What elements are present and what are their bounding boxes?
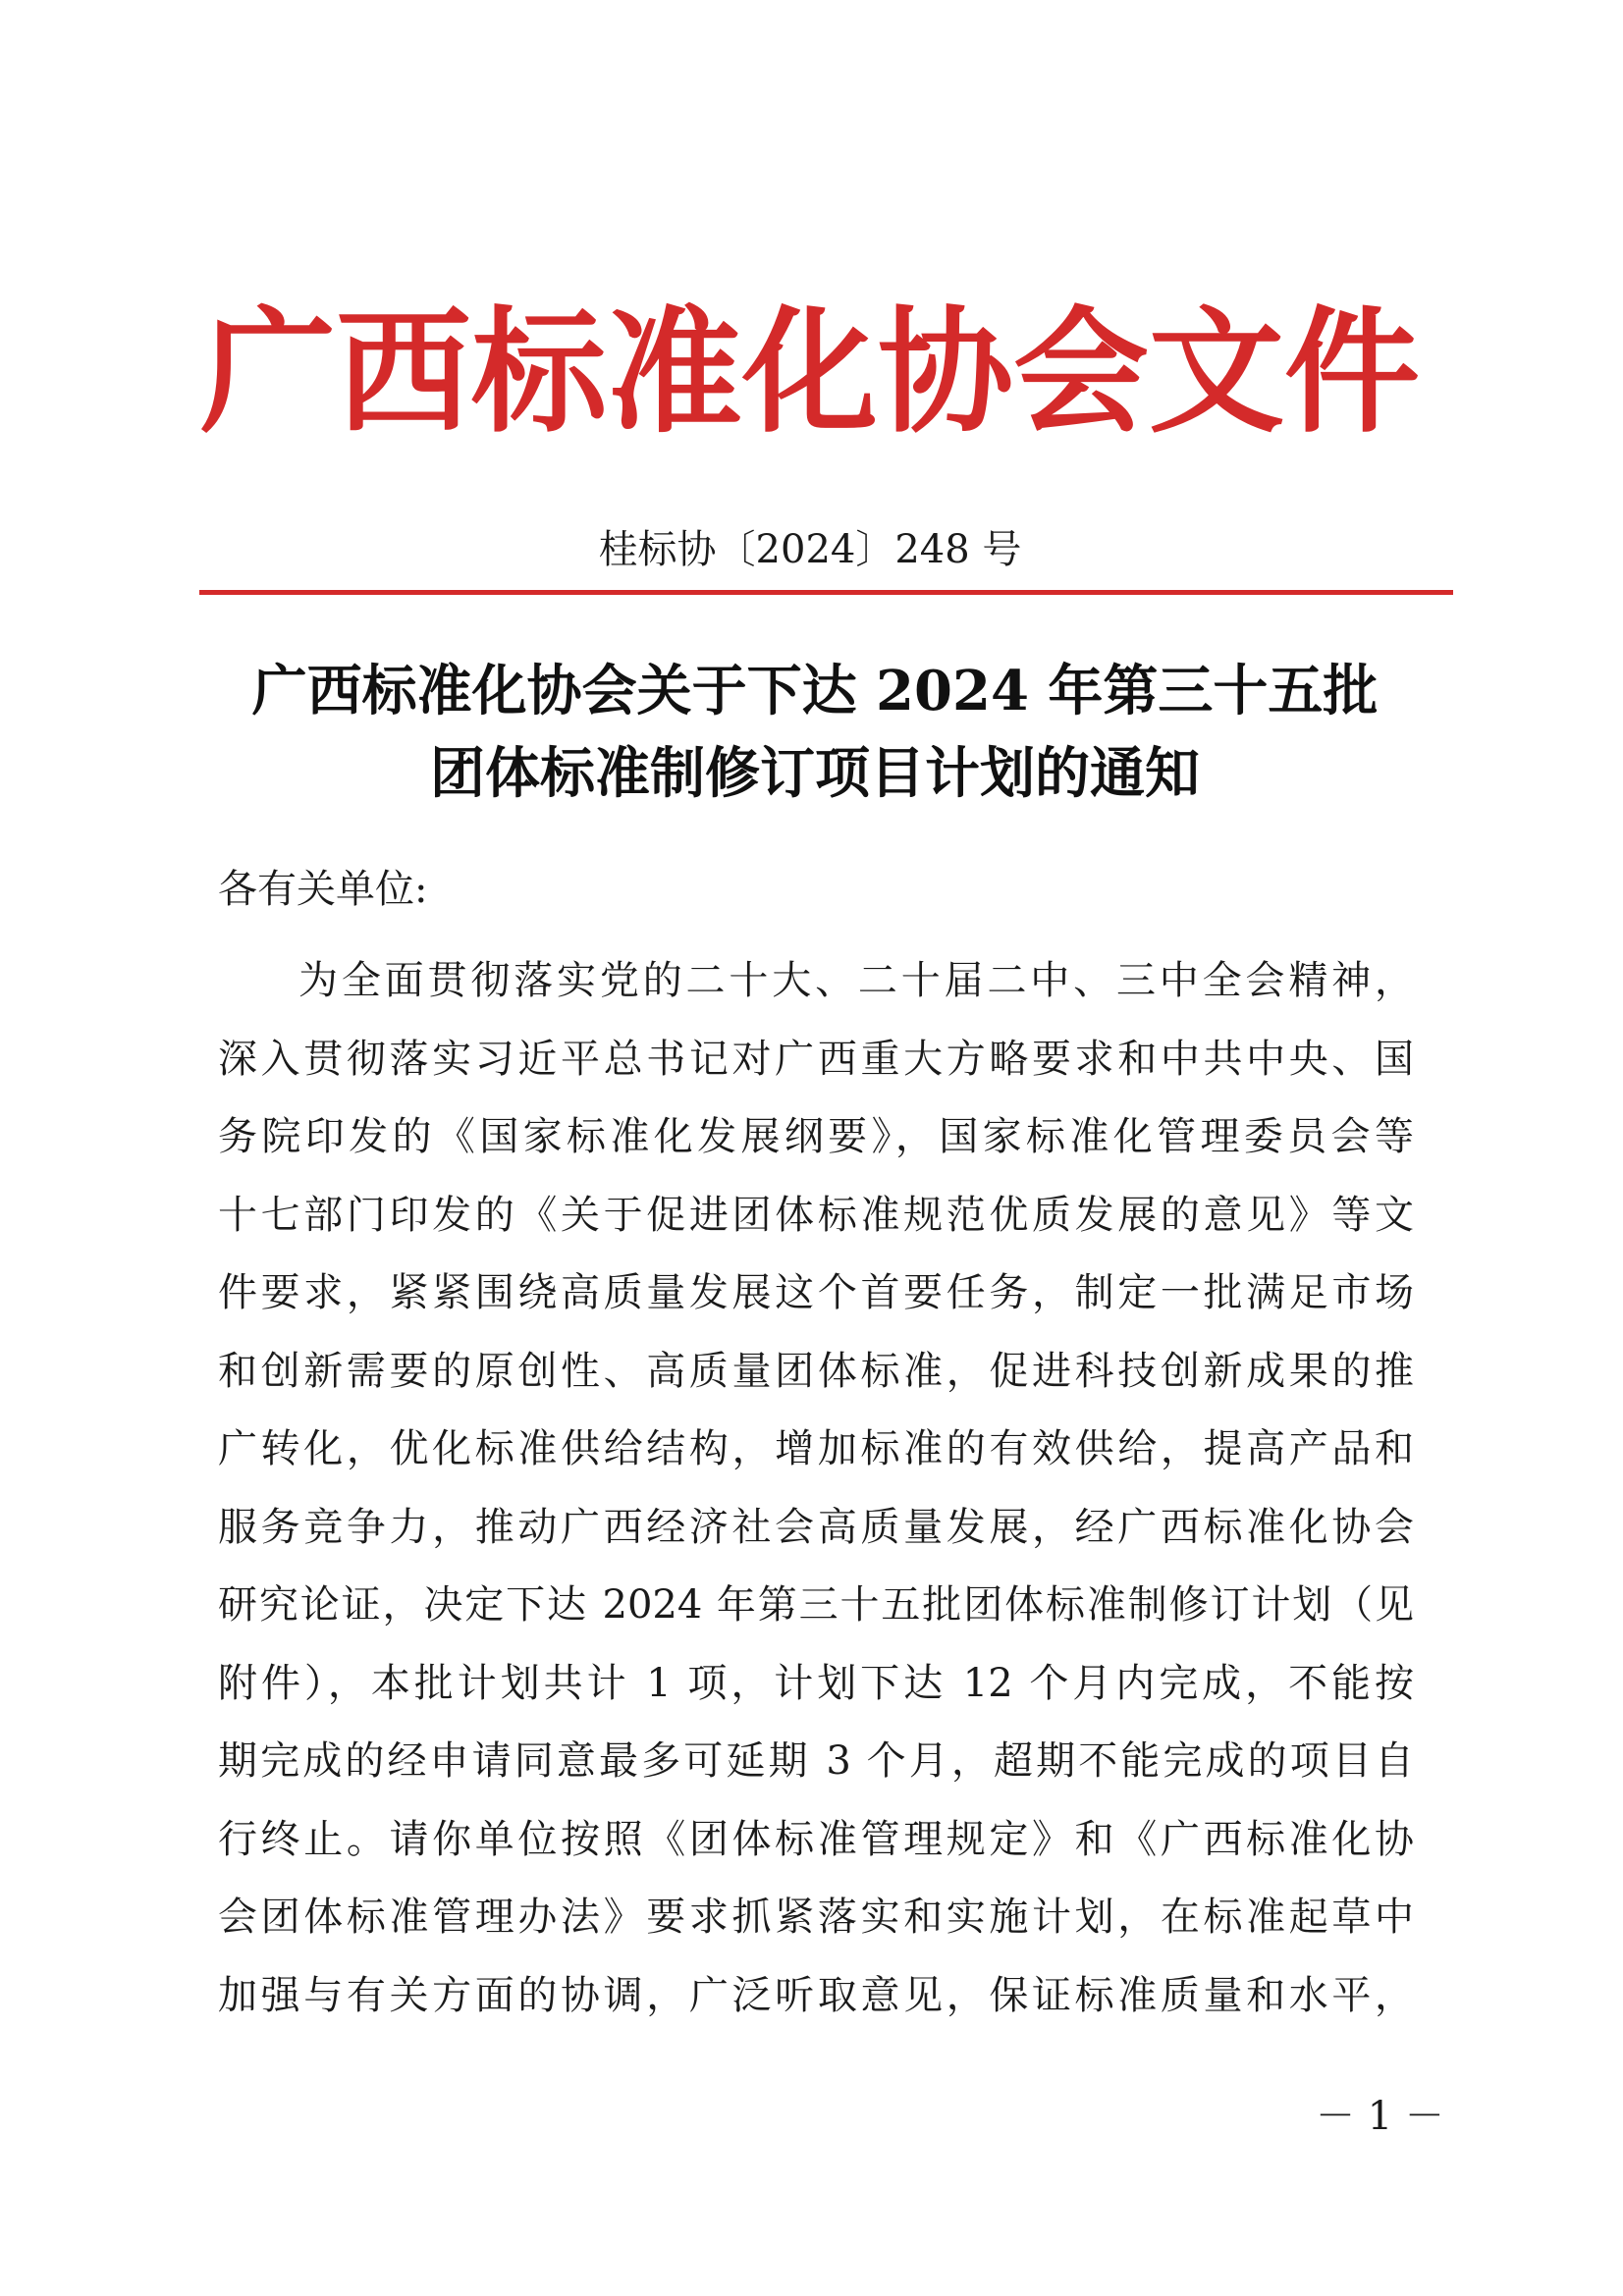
salutation: 各有关单位:: [218, 867, 428, 912]
body-line: 为全面贯彻落实党的二十大、二十届二中、三中全会精神，: [298, 958, 1414, 1003]
body-line: 件要求，紧紧围绕高质量发展这个首要任务，制定一批满足市场: [218, 1270, 1414, 1315]
body-line: 研究论证，决定下达 2024 年第三十五批团体标准制修订计划（见: [218, 1582, 1414, 1628]
body-line: 加强与有关方面的协调，广泛听取意见，保证标准质量和水平，: [218, 1972, 1414, 2018]
body-line: 服务竞争力，推动广西经济社会高质量发展，经广西标准化协会: [218, 1504, 1414, 1550]
notice-title-line: 广西标准化协会关于下达 2024 年第三十五批: [251, 659, 1379, 723]
body-line: 十七部门印发的《关于促进团体标准规范优质发展的意见》等文: [218, 1192, 1414, 1238]
body-line: 附件），本批计划共计 1 项，计划下达 12 个月内完成，不能按: [218, 1660, 1414, 1706]
document-number: 桂标协〔2024〕248 号: [598, 527, 1022, 572]
body-paragraph: [218, 942, 1414, 2035]
body-line: 行终止。请你单位按照《团体标准管理规定》和《广西标准化协: [218, 1816, 1414, 1862]
body-line: 深入贯彻落实习近平总书记对广西重大方略要求和中共中央、国: [218, 1036, 1414, 1082]
notice-title: [157, 650, 1473, 815]
body-line: 务院印发的《国家标准化发展纲要》，国家标准化管理委员会等: [218, 1114, 1414, 1159]
body-line: 广转化，优化标准供给结构，增加标准的有效供给，提高产品和: [218, 1426, 1414, 1471]
page-number: － 1 －: [1316, 2094, 1444, 2139]
body-line: 和创新需要的原创性、高质量团体标准，促进科技创新成果的推: [218, 1348, 1414, 1394]
document-masthead: 广西标准化协会文件: [199, 294, 1420, 452]
notice-title-line: 团体标准制修订项目计划的通知: [430, 741, 1200, 806]
red-divider-rule: [199, 590, 1453, 595]
body-line: 期完成的经申请同意最多可延期 3 个月，超期不能完成的项目自: [218, 1738, 1414, 1784]
body-line: 会团体标准管理办法》要求抓紧落实和实施计划，在标准起草中: [218, 1895, 1414, 1940]
